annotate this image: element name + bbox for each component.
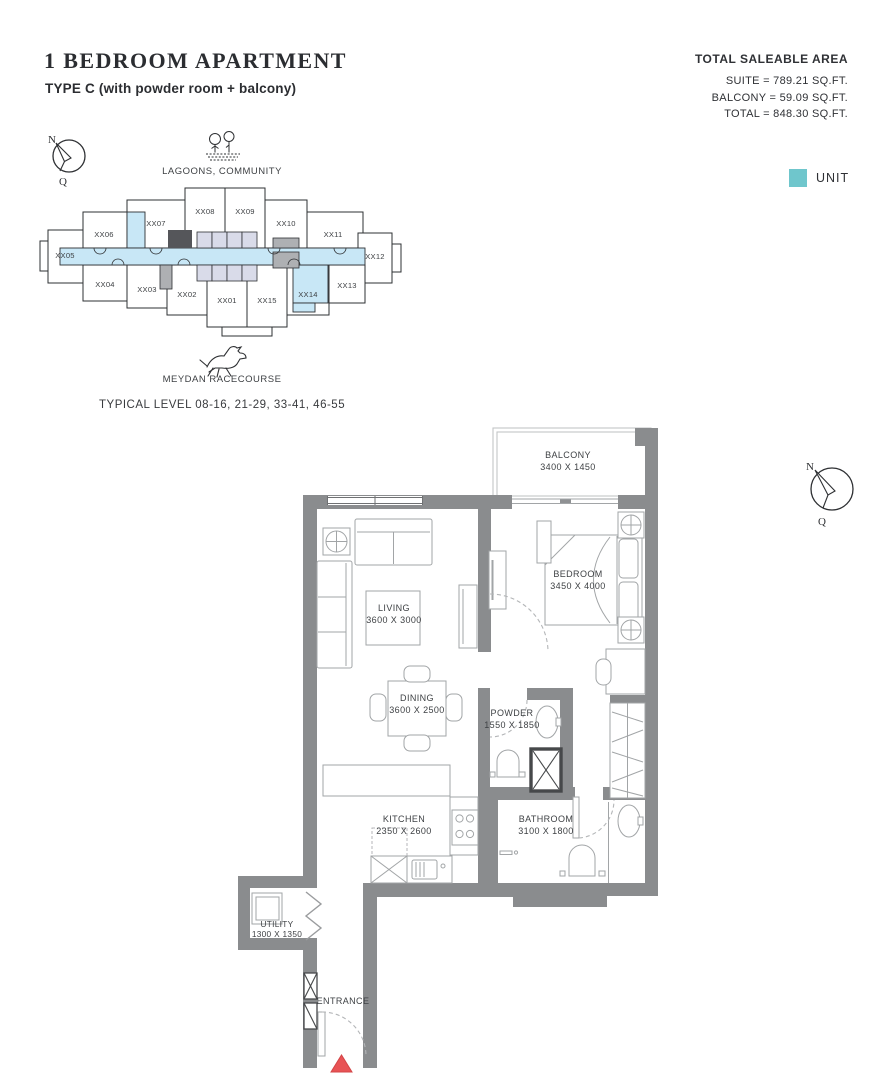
label-powder-dims: 1550 X 1850 — [484, 720, 540, 730]
key-compass-q: Q — [59, 176, 67, 188]
landmark-lagoons-label: LAGOONS, COMMUNITY — [162, 166, 282, 177]
label-balcony-dims: 3400 X 1450 — [540, 462, 596, 472]
racehorse-icon — [200, 347, 246, 377]
bedroom-cabinet — [537, 521, 551, 563]
entrance-marker-triangle — [331, 1055, 352, 1072]
key-plan-service-box-1 — [273, 238, 299, 248]
label-living: LIVING — [378, 603, 410, 613]
dining-chair — [404, 735, 430, 751]
key-plan-service-box-2 — [273, 252, 299, 268]
key-plan-building — [40, 188, 401, 336]
unit-label-xx01: XX01 — [217, 296, 237, 305]
unit-legend — [789, 169, 849, 187]
label-bedroom-dims: 3450 X 4000 — [550, 581, 606, 591]
floor-plan-compass-icon — [806, 461, 853, 528]
level-note: TYPICAL LEVEL 08-16, 21-29, 33-41, 46-55 — [99, 399, 346, 411]
saleable-total: TOTAL = 848.30 SQ.FT. — [724, 108, 848, 120]
l-sofa — [317, 561, 352, 668]
pillow — [619, 539, 638, 578]
balcony-sliding-door — [512, 497, 618, 506]
unit-legend-label: UNIT — [816, 171, 850, 185]
key-compass-n: N — [48, 134, 56, 146]
bathroom-fixtures — [500, 797, 643, 883]
bed — [545, 535, 642, 625]
lagoons-trees-icon — [206, 132, 240, 161]
desk-chair — [596, 659, 611, 685]
page-title: 1 BEDROOM APARTMENT — [44, 48, 347, 73]
powder-toilet — [490, 750, 525, 777]
dining-chair — [370, 694, 386, 721]
tv-unit-living — [459, 585, 477, 648]
unit-label-xx09: XX09 — [235, 207, 255, 216]
utility-bifold-door — [306, 892, 321, 940]
entrance-door-leaf — [318, 1012, 325, 1056]
key-plan-bottom-step — [222, 327, 272, 336]
saleable-area-heading: TOTAL SALEABLE AREA — [694, 52, 848, 66]
unit-label-xx13: XX13 — [337, 281, 357, 290]
dining-chair — [446, 694, 462, 721]
unit-label-xx08: XX08 — [195, 207, 215, 216]
dining-chair — [404, 666, 430, 682]
living-window — [327, 496, 423, 505]
ceiling-symbol-bedroom-top-icon — [618, 512, 644, 538]
label-bathroom: BATHROOM — [518, 814, 574, 824]
bathroom-door-leaf — [573, 797, 579, 838]
wardrobe — [610, 703, 645, 798]
saleable-suite: SUITE = 789.21 SQ.FT. — [725, 75, 848, 87]
key-plan-compass-icon — [48, 134, 85, 188]
label-kitchen-dims: 2350 X 2600 — [376, 826, 432, 836]
kitchen-fixtures — [323, 765, 478, 883]
label-living-dims: 3600 X 3000 — [366, 615, 422, 625]
label-dining-dims: 3600 X 2500 — [389, 705, 445, 715]
stove — [452, 810, 478, 845]
key-plan-stair-core — [168, 230, 192, 248]
label-utility: UTILITY — [260, 919, 294, 929]
label-bathroom-dims: 3100 X 1800 — [518, 826, 574, 836]
key-plan-blue-unit-right-step — [293, 303, 315, 312]
sofa — [355, 519, 432, 565]
saleable-area-block — [695, 52, 848, 123]
unit-label-xx14: XX14 — [298, 290, 318, 299]
corridor-shaft-1 — [304, 973, 317, 999]
label-utility-dims: 1300 X 1350 — [251, 929, 303, 939]
duct-shaft — [531, 749, 561, 791]
ceiling-symbol-living-icon — [323, 528, 350, 555]
kitchen-sink — [407, 856, 452, 883]
unit-label-xx15: XX15 — [257, 296, 277, 305]
powder-door-arc — [490, 700, 527, 737]
unit-label-xx12: XX12 — [365, 252, 385, 261]
unit-label-xx06: XX06 — [94, 230, 114, 239]
key-plan — [35, 118, 415, 414]
landmark-meydan-label: MEYDAN RACECOURSE — [162, 374, 282, 385]
desk — [606, 649, 645, 694]
unit-legend-swatch-icon — [789, 169, 807, 187]
fp-compass-q: Q — [818, 516, 826, 528]
unit-label-xx03: XX03 — [137, 285, 157, 294]
unit-label-xx07: XX07 — [146, 219, 166, 228]
pillow — [619, 582, 638, 621]
label-kitchen: KITCHEN — [382, 814, 426, 824]
bathroom-sink — [618, 805, 640, 837]
unit-label-xx04: XX04 — [95, 280, 115, 289]
kitchen-island — [323, 765, 450, 796]
apartment-floor-plan — [230, 420, 874, 1075]
key-plan-service-box-3 — [160, 265, 172, 289]
washer-box — [371, 856, 407, 883]
corridor-shaft-2 — [304, 1003, 317, 1029]
label-bedroom: BEDROOM — [553, 569, 603, 579]
label-powder: POWDER — [490, 708, 534, 718]
unit-label-xx02: XX02 — [177, 290, 197, 299]
unit-label-xx11: XX11 — [323, 230, 343, 239]
walls — [238, 428, 658, 1068]
fp-compass-n: N — [806, 461, 814, 473]
entrance-door-arc — [322, 1012, 366, 1056]
label-dining: DINING — [400, 693, 434, 703]
unit-label-xx10: XX10 — [276, 219, 296, 228]
key-plan-blue-unit-left — [127, 212, 145, 248]
page-subtitle: TYPE C (with powder room + balcony) — [45, 81, 297, 96]
bath-faucet — [500, 851, 518, 855]
saleable-balcony: BALCONY = 59.09 SQ.FT. — [711, 91, 848, 104]
living-furniture — [317, 519, 477, 668]
tv-unit-bedroom — [489, 551, 506, 609]
label-balcony: BALCONY — [545, 450, 591, 460]
ceiling-symbol-bedroom-bottom-icon — [618, 617, 644, 643]
unit-label-xx05: XX05 — [55, 251, 75, 260]
label-entrance: ENTRANCE — [316, 996, 370, 1006]
bathroom-toilet — [560, 845, 605, 876]
